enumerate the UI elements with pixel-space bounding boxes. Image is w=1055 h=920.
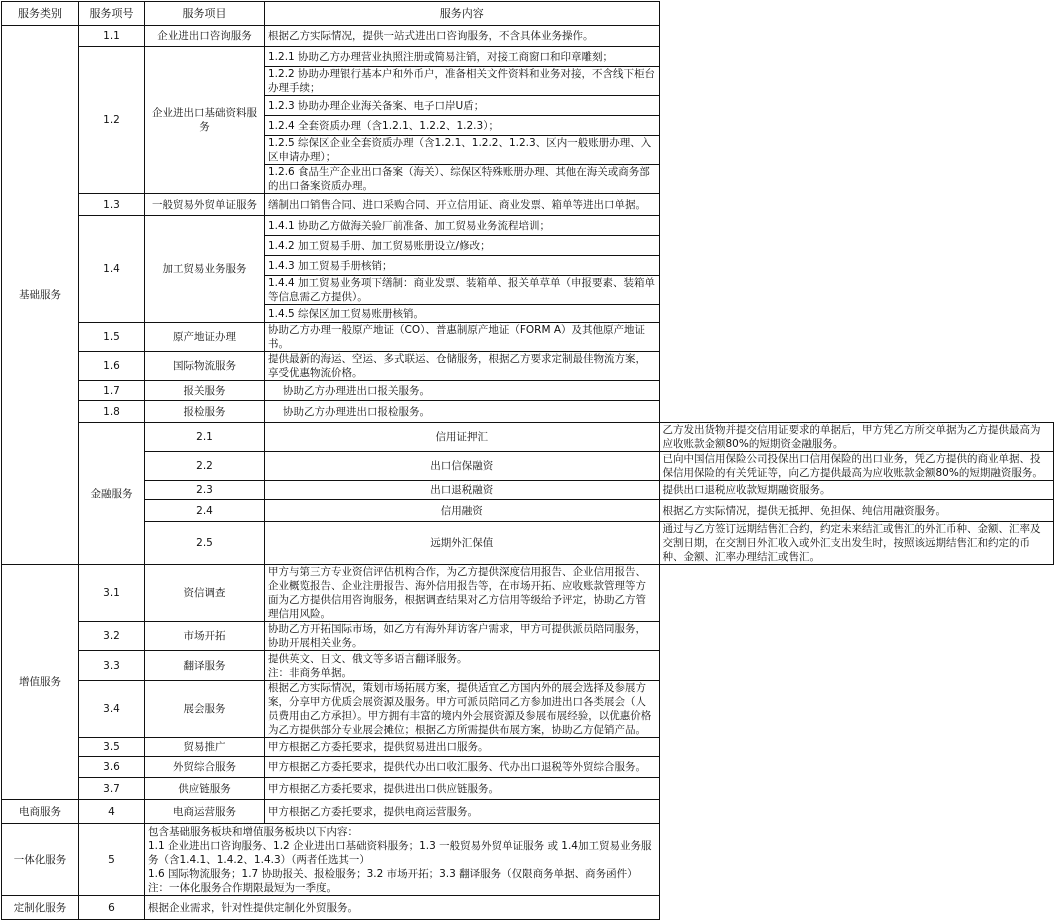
item-number: 2.1 [145, 423, 265, 452]
content-line: 包含基础服务板块和增值服务板块以下内容： [148, 825, 358, 838]
item-number: 6 [79, 896, 145, 920]
table-row [2, 681, 1054, 738]
item-name: 展会服务 [145, 681, 265, 738]
item-content: 乙方发出货物并提交信用证要求的单据后，甲方凭乙方所交单据为乙方提供最高为应收账款金额80%的短期资金融服务。 [659, 423, 1054, 452]
category-integrated: 一体化服务 [2, 824, 79, 896]
item-number: 3.3 [79, 651, 145, 681]
item-number: 3.7 [79, 778, 145, 800]
sub-item-content: 1.4.3 加工贸易手册核销； [265, 256, 660, 276]
item-number: 2.3 [145, 481, 265, 500]
table-row [2, 738, 1054, 757]
item-name: 出口信保融资 [265, 452, 660, 481]
item-content: 甲方根据乙方委托要求，提供代办出口收汇服务、代办出口退税等外贸综合服务。 [265, 757, 660, 778]
item-content: 甲方根据乙方委托要求，提供贸易进出口服务。 [265, 738, 660, 757]
table-row [2, 352, 1054, 381]
item-content: 已向中国信用保险公司投保出口信用保险的出口业务，凭乙方提供的商业单据、投保信用保险的有关凭证等，向乙方提供最高为应收账款金额80%的短期融资服务。 [659, 452, 1054, 481]
content-note: 注：一体化服务合作期限最短为一季度。 [148, 881, 337, 894]
item-name: 原产地证办理 [145, 323, 265, 352]
table-row [2, 622, 1054, 651]
sub-item-content: 1.4.5 综保区加工贸易账册核销。 [265, 305, 660, 323]
item-name: 企业进出口基础资料服务 [145, 47, 265, 194]
header-content: 服务内容 [265, 2, 660, 26]
table-row [2, 778, 1054, 800]
table-row [2, 896, 1054, 920]
item-number: 2.5 [145, 522, 265, 565]
item-name: 外贸综合服务 [145, 757, 265, 778]
item-name: 国际物流服务 [145, 352, 265, 381]
item-number: 4 [79, 800, 145, 824]
item-number: 2.2 [145, 452, 265, 481]
table-row [2, 423, 1054, 452]
item-name: 贸易推广 [145, 738, 265, 757]
table-row [2, 565, 1054, 622]
item-number: 2.4 [145, 500, 265, 522]
item-number: 1.7 [79, 381, 145, 401]
item-number: 1.8 [79, 401, 145, 423]
item-name: 报关服务 [145, 381, 265, 401]
item-name: 电商运营服务 [145, 800, 265, 824]
sub-item-content: 1.2.3 协助办理企业海关备案、电子口岸U盾； [265, 96, 660, 116]
sub-item-content: 1.2.4 全套资质办理（含1.2.1、1.2.2、1.2.3）； [265, 116, 660, 136]
item-content: 根据乙方实际情况，提供无抵押、免担保、纯信用融资服务。 [659, 500, 1054, 522]
category-value-added: 增值服务 [2, 565, 79, 800]
service-table [1, 1, 1054, 920]
item-number: 1.5 [79, 323, 145, 352]
category-finance: 金融服务 [79, 423, 145, 565]
table-row [2, 651, 1054, 681]
item-number: 3.6 [79, 757, 145, 778]
sub-item-content: 1.2.2 协助办理银行基本户和外币户，准备相关文件资料和业务对接，不含线下柜台办理手续； [265, 67, 660, 96]
header-category: 服务类别 [2, 2, 79, 26]
content-line: 1.6 国际物流服务；1.7 协助报关、报检服务；3.2 市场开拓；3.3 翻译服务（仅限商务单据、商务函件） [148, 867, 638, 880]
header-number: 服务项号 [79, 2, 145, 26]
item-name: 远期外汇保值 [265, 522, 660, 565]
item-content: 协助乙方办理一般原产地证（CO）、普惠制原产地证（FORM A）及其他原产地证书。 [265, 323, 660, 352]
sub-item-content: 1.2.6 食品生产企业出口备案（海关）、综保区特殊账册办理、其他在海关或商务部的出口备案资质办理。 [265, 165, 660, 194]
item-number: 3.5 [79, 738, 145, 757]
item-content: 协助乙方办理进出口报检服务。 [265, 401, 660, 423]
item-name: 信用融资 [265, 500, 660, 522]
category-custom: 定制化服务 [2, 896, 79, 920]
item-content: 提供出口退税应收款短期融资服务。 [659, 481, 1054, 500]
item-content [265, 651, 660, 681]
category-basic: 基础服务 [2, 26, 79, 565]
item-content: 缮制出口销售合同、进口采购合同、开立信用证、商业发票、箱单等进出口单据。 [265, 194, 660, 216]
item-number: 1.6 [79, 352, 145, 381]
item-number: 1.4 [79, 216, 145, 323]
sub-item-content: 1.2.5 综保区企业全套资质办理（含1.2.1、1.2.2、1.2.3、区内一般账册办理、入区申请办理）； [265, 136, 660, 165]
item-name: 出口退税融资 [265, 481, 660, 500]
item-name: 信用证押汇 [265, 423, 660, 452]
item-name: 一般贸易外贸单证服务 [145, 194, 265, 216]
item-name: 供应链服务 [145, 778, 265, 800]
table-row [2, 381, 1054, 401]
table-row [2, 800, 1054, 824]
item-name: 企业进出口咨询服务 [145, 26, 265, 47]
header-item: 服务项目 [145, 2, 265, 26]
content-line: 提供英文、日文、俄文等多语言翻译服务。 [268, 652, 468, 665]
sub-item-content: 1.4.1 协助乙方做海关验厂前准备、加工贸易业务流程培训； [265, 216, 660, 236]
item-content: 根据乙方实际情况，策划市场拓展方案，提供适宜乙方国内外的展会选择及参展方案，分享甲方优质会展资源及服务。甲方可派员陪同乙方参加进出口各类展会（人员费用由乙方承担）。甲方拥有丰富的境内外会展资源及参展布展经验，以优惠价格为乙方提供部分专业展会摊位；根据乙方所需提供布展方案，协助乙方促销产品。 [265, 681, 660, 738]
table-row [2, 47, 1054, 67]
item-content: 协助乙方办理进出口报关服务。 [265, 381, 660, 401]
table-row [2, 216, 1054, 236]
item-content: 甲方根据乙方委托要求，提供进出口供应链服务。 [265, 778, 660, 800]
item-number: 3.4 [79, 681, 145, 738]
table-row [2, 824, 1054, 896]
table-row [2, 500, 1054, 522]
table-row [2, 522, 1054, 565]
table-row [2, 757, 1054, 778]
item-number: 3.2 [79, 622, 145, 651]
content-note: 注：非商务单据。 [268, 666, 352, 679]
item-name: 翻译服务 [145, 651, 265, 681]
item-number: 1.3 [79, 194, 145, 216]
item-content: 甲方与第三方专业资信评估机构合作，为乙方提供深度信用报告、企业信用报告、企业概览报告、企业注册报告、海外信用报告等，在市场开拓、应收账款管理等方面为乙方提供信用咨询服务，根据调查结果对乙方信用等级给予评定，协助乙方管理信用风险。 [265, 565, 660, 622]
item-content [145, 824, 660, 896]
table-row [2, 452, 1054, 481]
table-row [2, 401, 1054, 423]
item-content: 通过与乙方签订远期结售汇合约，约定未来结汇或售汇的外汇币种、金额、汇率及交割日期，在交割日外汇收入或外汇支出发生时，按照该远期结售汇和约定的币种、金额、汇率办理结汇或售汇。 [659, 522, 1054, 565]
item-content: 协助乙方开拓国际市场，如乙方有海外拜访客户需求，甲方可提供派员陪同服务，协助开展相关业务。 [265, 622, 660, 651]
sub-item-content: 1.4.4 加工贸易业务项下缮制：商业发票、装箱单、报关单草单（申报要素、装箱单等信息需乙方提供）。 [265, 276, 660, 305]
item-number: 1.1 [79, 26, 145, 47]
sub-item-content: 1.4.2 加工贸易手册、加工贸易账册设立/修改； [265, 236, 660, 256]
item-number: 5 [79, 824, 145, 896]
item-content: 提供最新的海运、空运、多式联运、仓储服务，根据乙方要求定制最佳物流方案，享受优惠物流价格。 [265, 352, 660, 381]
table-row [2, 481, 1054, 500]
header-row [2, 2, 1054, 26]
sub-item-content: 1.2.1 协助乙方办理营业执照注册或简易注销，对接工商窗口和印章雕刻； [265, 47, 660, 67]
item-name: 资信调查 [145, 565, 265, 622]
item-number: 1.2 [79, 47, 145, 194]
item-content: 根据乙方实际情况，提供一站式进出口咨询服务，不含具体业务操作。 [265, 26, 660, 47]
item-number: 3.1 [79, 565, 145, 622]
table-row [2, 194, 1054, 216]
item-content: 甲方根据乙方委托要求，提供电商运营服务。 [265, 800, 660, 824]
table-row [2, 26, 1054, 47]
item-name: 报检服务 [145, 401, 265, 423]
item-content: 根据企业需求，针对性提供定制化外贸服务。 [145, 896, 660, 920]
table-row [2, 323, 1054, 352]
item-name: 加工贸易业务服务 [145, 216, 265, 323]
content-line: 1.1 企业进出口咨询服务、1.2 企业进出口基础资料服务；1.3 一般贸易外贸单证服务 或 1.4加工贸易业务服务（含1.4.1、1.4.2、1.4.3）（两者任选其一） [148, 839, 652, 866]
category-ecommerce: 电商服务 [2, 800, 79, 824]
item-name: 市场开拓 [145, 622, 265, 651]
